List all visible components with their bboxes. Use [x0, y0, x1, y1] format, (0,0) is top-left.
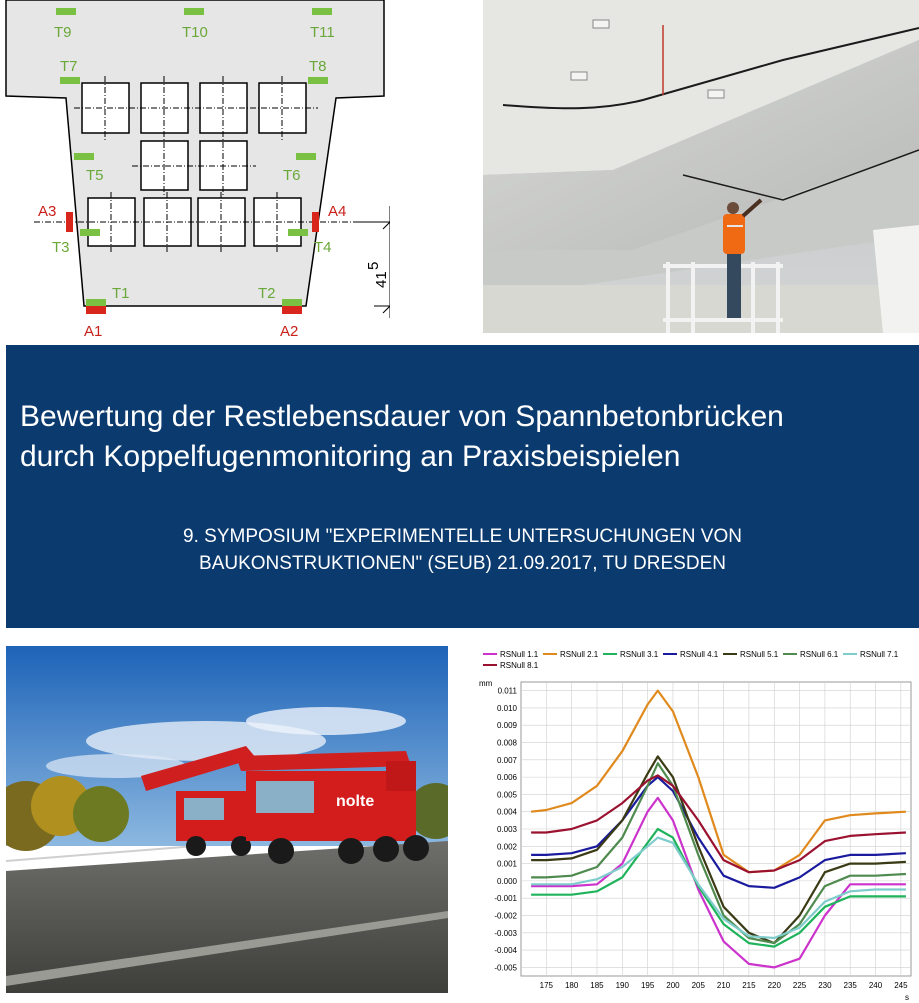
x-tick-label: 240 — [868, 981, 883, 990]
x-tick-label: 180 — [564, 981, 579, 990]
x-tick-label: 190 — [615, 981, 629, 990]
sensor-t7 — [60, 77, 80, 84]
chart-svg — [475, 646, 919, 1003]
x-tick-label: 210 — [716, 981, 731, 990]
label-t2: T2 — [258, 285, 276, 302]
y-tick-label: 0.009 — [496, 721, 517, 731]
legend-entry: RSNull 7.1 — [860, 650, 899, 659]
crane-trucks-photo — [6, 646, 448, 993]
sensor-t8 — [308, 77, 328, 84]
x-tick-label: 205 — [691, 981, 705, 990]
y-tick-label: 0.003 — [496, 825, 517, 834]
title-line-1: Bewertung der Restlebensdauer von Spannbetonbrücken — [20, 400, 784, 433]
legend-entry: RSNull 5.1 — [740, 650, 779, 659]
label-t11: T11 — [310, 24, 335, 41]
x-tick-label: 245 — [894, 981, 908, 990]
sensor-t11 — [312, 8, 332, 15]
y-tick-label: -0.002 — [494, 911, 517, 921]
label-t8: T8 — [309, 58, 327, 75]
y-tick-label: -0.001 — [494, 894, 517, 904]
y-tick-label: 0.001 — [496, 859, 517, 869]
sensor-t10 — [184, 8, 204, 15]
label-a2: A2 — [280, 323, 299, 340]
label-t10: T10 — [182, 24, 208, 41]
y-tick-label: 0.006 — [496, 773, 517, 783]
sensor-a2 — [282, 306, 302, 314]
label-t3: T3 — [52, 239, 70, 256]
y-tick-label: 0.004 — [496, 807, 517, 817]
svg-text:41: 41 — [373, 271, 390, 288]
y-tick-label: 0.010 — [496, 703, 517, 713]
y-tick-label: 0.011 — [497, 686, 517, 696]
y-tick-label: 0.002 — [496, 842, 517, 852]
presentation-title — [20, 397, 784, 477]
x-tick-label: 230 — [818, 981, 832, 990]
label-t4: T4 — [314, 239, 332, 256]
sensor-a1 — [86, 306, 106, 314]
y-axis-label: mm — [479, 679, 493, 688]
bridge-inspection-photo — [483, 0, 919, 333]
sensor-a3 — [66, 212, 73, 232]
label-t1: T1 — [112, 285, 130, 302]
svg-text:5: 5 — [365, 261, 382, 270]
label-t7: T7 — [60, 58, 78, 75]
subtitle-line-1: 9. SYMPOSIUM "EXPERIMENTELLE UNTERSUCHUNGEN VON — [183, 526, 742, 547]
x-tick-label: 200 — [666, 981, 680, 990]
y-tick-label: 0.005 — [496, 790, 517, 800]
label-a3: A3 — [38, 203, 57, 220]
cross-section-svg — [0, 0, 390, 340]
y-tick-label: -0.003 — [494, 928, 517, 938]
legend-entry: RSNull 4.1 — [680, 650, 719, 659]
title-band — [6, 345, 919, 628]
legend-entry: RSNull 1.1 — [500, 650, 539, 659]
label-a1: A1 — [84, 323, 103, 340]
sensor-t1 — [86, 299, 106, 306]
x-tick-label: 185 — [590, 981, 604, 990]
y-tick-label: 0.007 — [496, 755, 517, 765]
crane-brand-text: nolte — [336, 793, 375, 810]
sensor-t3 — [80, 229, 100, 236]
x-tick-label: 215 — [742, 981, 756, 990]
legend-entry: RSNull 8.1 — [500, 661, 539, 670]
subtitle-line-2: BAUKONSTRUKTIONEN" (SEUB) 21.09.2017, TU DRESDEN — [199, 553, 726, 574]
x-tick-label: 175 — [539, 981, 554, 990]
y-tick-label: 0.008 — [496, 738, 517, 748]
sensor-a4 — [312, 212, 319, 232]
sensor-t4 — [288, 229, 308, 236]
symposium-subtitle — [6, 523, 919, 577]
label-t9: T9 — [54, 24, 72, 41]
concrete-section — [6, 0, 384, 306]
sensor-t9 — [56, 8, 76, 15]
dimension-label — [365, 262, 390, 288]
x-tick-label: 195 — [640, 981, 655, 990]
legend-entry: RSNull 2.1 — [560, 650, 599, 659]
sensor-t6 — [296, 153, 316, 160]
y-tick-label: 0.000 — [496, 876, 517, 886]
x-axis-label: s — [905, 993, 909, 1002]
label-t6: T6 — [283, 167, 301, 184]
legend-entry: RSNull 3.1 — [620, 650, 659, 659]
x-tick-label: 225 — [792, 981, 807, 990]
y-tick-label: -0.005 — [494, 963, 517, 973]
sensor-t2 — [282, 299, 302, 306]
x-tick-label: 220 — [767, 981, 781, 990]
y-tick-label: -0.004 — [494, 946, 517, 956]
label-a4: A4 — [328, 203, 347, 220]
bridge-inspection-svg — [483, 0, 919, 333]
cross-section-diagram — [0, 0, 390, 340]
title-line-2: durch Koppelfugenmonitoring an Praxisbeispielen — [20, 440, 681, 473]
sensor-t5 — [74, 153, 94, 160]
crane-trucks-svg — [6, 646, 448, 993]
label-t5: T5 — [86, 167, 104, 184]
x-tick-label: 235 — [843, 981, 857, 990]
legend-entry: RSNull 6.1 — [800, 650, 839, 659]
displacement-chart — [475, 646, 919, 1003]
